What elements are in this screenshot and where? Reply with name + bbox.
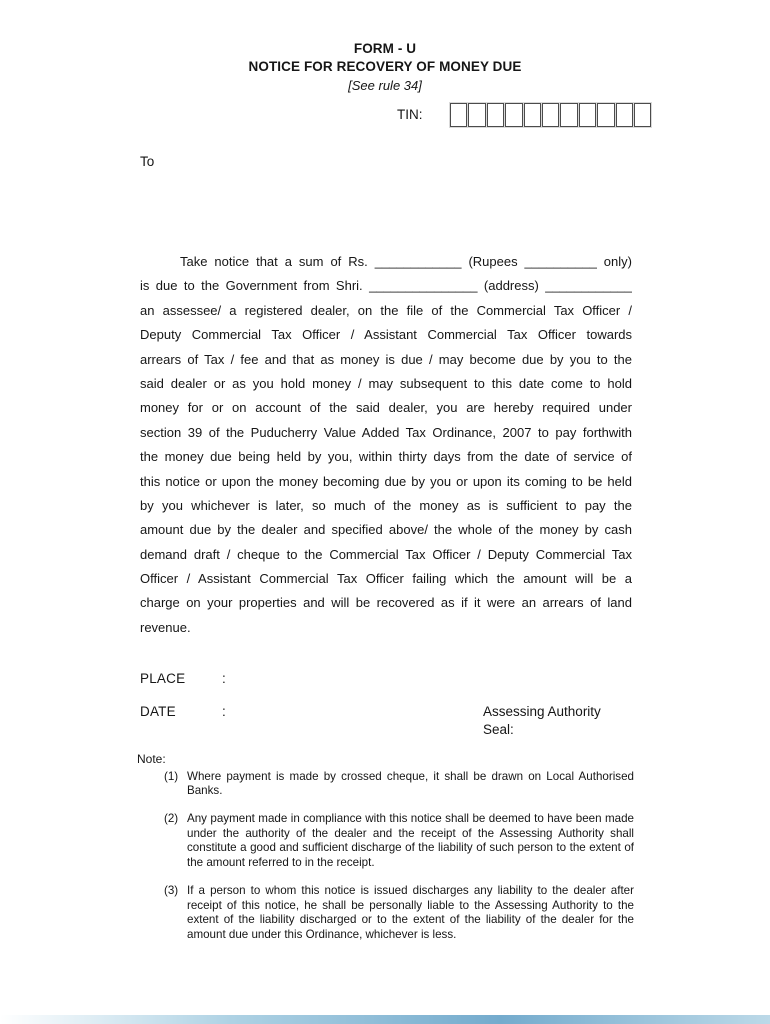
note-item — [164, 812, 634, 870]
seal-label: Seal: — [483, 721, 514, 737]
body-line: said dealer or as you hold money / may subsequent to this date come to hold — [140, 375, 632, 391]
date-label: DATE — [140, 704, 176, 719]
body-line: demand draft / cheque to the Commercial Tax Officer / Deputy Commercial Tax — [140, 546, 632, 562]
notes-heading: Note: — [137, 752, 166, 766]
tin-cell[interactable] — [505, 103, 522, 127]
note-item — [164, 770, 634, 799]
tin-cell[interactable] — [616, 103, 633, 127]
notes-section — [137, 752, 634, 956]
tin-cell[interactable] — [579, 103, 596, 127]
tin-cell[interactable] — [468, 103, 485, 127]
body-line: revenue. — [140, 619, 191, 635]
body-line: charge on your properties and will be recovered as if it were an arrears of land — [140, 595, 632, 611]
body-line: Officer / Assistant Commercial Tax Officer failing which the amount will be a — [140, 571, 632, 587]
body-line: this notice or upon the money becoming due by you or upon its coming to be held — [140, 473, 632, 489]
note-text: Any payment made in compliance with this notice shall be deemed to have been made under the authority of the dealer and the receipt of the Assessing Authority shall constitute a good and sufficient discharge of the liability of such person to the extent of the amount referred to in the receipt. — [187, 812, 634, 870]
note-item — [164, 884, 634, 942]
body-line: money for or on account of the said dealer, you are hereby required under — [140, 400, 632, 416]
tin-cell[interactable] — [597, 103, 614, 127]
date-colon: : — [222, 704, 226, 719]
body-line: arrears of Tax / fee and that as money is due / may become due by you to the — [140, 351, 632, 367]
tin-cell[interactable] — [450, 103, 467, 127]
form-header — [139, 40, 631, 95]
note-number: (3) — [164, 884, 179, 898]
tin-cell[interactable] — [487, 103, 504, 127]
body-line: an assessee/ a registered dealer, on the file of the Commercial Tax Officer / — [140, 302, 632, 318]
note-text: If a person to whom this notice is issued discharges any liability to the dealer after receipt of this notice, he shall be personally liable to the Assessing Authority to the extent of the liability discharged or to the extent of the liability of the dealer for the amount due under this Ordinance, whichever is less. — [187, 884, 634, 941]
note-number: (2) — [164, 812, 179, 826]
place-label: PLACE — [140, 671, 186, 686]
place-row — [0, 671, 770, 689]
tin-cell[interactable] — [560, 103, 577, 127]
notice-body — [140, 250, 632, 640]
body-line: is due to the Government from Shri. _______________ (address) ____________ — [140, 278, 632, 294]
body-line: Take notice that a sum of Rs. ____________ (Rupees __________ only) — [180, 254, 632, 269]
tin-cell[interactable] — [634, 103, 651, 127]
body-line: Deputy Commercial Tax Officer / Assistant Commercial Tax Officer towards — [140, 327, 632, 343]
date-row — [0, 704, 770, 722]
tin-cell[interactable] — [524, 103, 541, 127]
rule-reference: [See rule 34] — [348, 77, 422, 93]
tin-cell[interactable] — [542, 103, 559, 127]
assessing-authority-label: Assessing Authority — [483, 704, 601, 719]
authority-block — [483, 703, 601, 738]
recipient-salutation: To — [140, 154, 155, 169]
notice-title: NOTICE FOR RECOVERY OF MONEY DUE — [248, 59, 522, 75]
tin-grid — [450, 103, 651, 127]
body-line: by you whichever is later, so much of the money as is sufficient to pay the — [140, 497, 632, 513]
body-line: amount due by the dealer and specified above/ the whole of the money by cash — [140, 522, 632, 538]
body-line: the money due being held by you, within thirty days from the date of service of — [140, 449, 632, 465]
note-number: (1) — [164, 769, 179, 783]
place-colon: : — [222, 671, 226, 686]
tin-label: TIN: — [397, 107, 423, 122]
form-title: FORM - U — [353, 41, 417, 56]
body-line: section 39 of the Puducherry Value Added Tax Ordinance, 2007 to pay forthwith — [140, 424, 632, 440]
footer-gradient-bar — [0, 1015, 770, 1024]
note-text: Where payment is made by crossed cheque, it shall be drawn on Local Authorised Banks. — [187, 769, 634, 798]
